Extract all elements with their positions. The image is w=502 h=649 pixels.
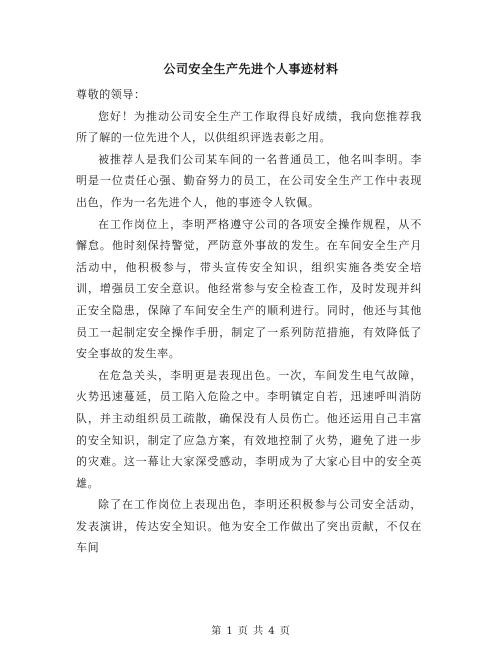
paragraph-daily-work: 在工作岗位上，李明严格遵守公司的各项安全操作规程，从不懈怠。他时刻保持警觉，严防意外事故的发生。在车间安全生产月活动中，他积极参与，带头宣传安全知识，组织实施各类安全培训，增强员工安全意识。他经常参与安全检查工作，及时发现并纠正安全隐患，保障了车间安全生产的顺利进行。同时，他还与其他员工一起制定安全操作手册，制定了一系列防范措施，有效降低了安全事故的发生率。 [76, 217, 422, 361]
paragraph-emergency: 在危急关头，李明更是表现出色。一次，车间发生电气故障，火势迅速蔓延，员工陷入危险之中。李明镇定自若，迅速呼叫消防队，并主动组织员工疏散，确保没有人员伤亡。他还运用自己丰富的安全知识，制定了应急方案，有效地控制了火势，避免了进一步的灾难。这一幕让大家深受感动，李明成为了大家心目中的安全英雄。 [76, 368, 422, 490]
paragraph-intro: 您好！为推动公司安全生产工作取得良好成绩，我向您推荐我所了解的一位先进个人，以供组织评选表彰之用。 [76, 109, 422, 145]
page-number-footer: 第 1 页 共 4 页 [211, 626, 291, 637]
paragraph-nominee: 被推荐人是我们公司某车间的一名普通员工，他名叫李明。李明是一位责任心强、勤奋努力的员工，在公司安全生产工作中表现出色，作为一名先进个人，他的事迹令人钦佩。 [76, 152, 422, 209]
salutation: 尊敬的领导： [76, 88, 146, 101]
document-title: 公司安全生产先进个人事迹材料 [163, 62, 339, 76]
paragraph-activities: 除了在工作岗位上表现出色，李明还积极参与公司安全活动，发表演讲，传达安全知识。他为安全工作做出了突出贡献，不仅在车间 [76, 498, 422, 555]
document-body [76, 84, 422, 559]
